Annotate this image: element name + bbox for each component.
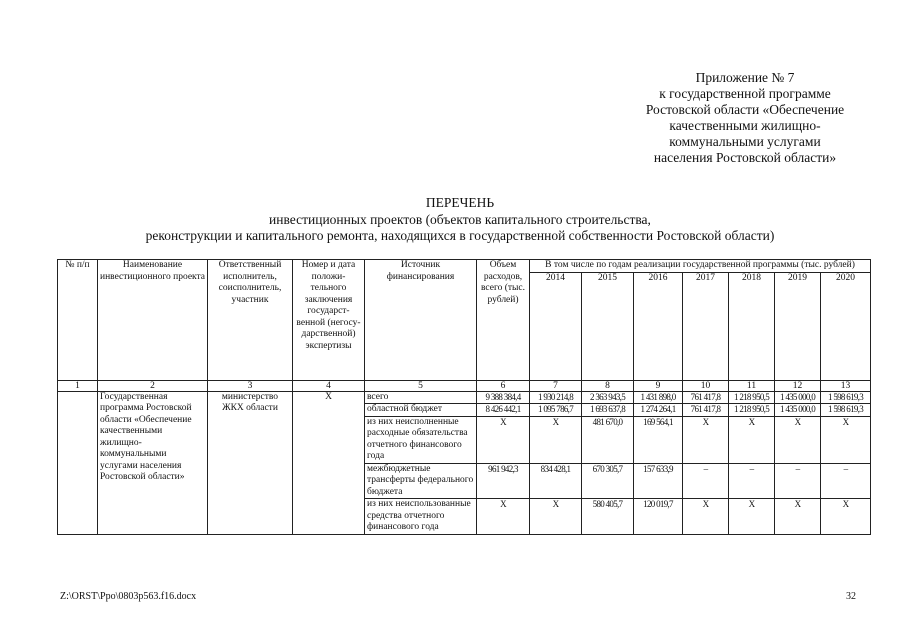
project-expertise: Х bbox=[293, 391, 365, 534]
value-cell: 1 930 214,8 bbox=[530, 391, 582, 404]
value-cell: – bbox=[821, 463, 871, 499]
appendix-line: населения Ростовской области» bbox=[653, 150, 837, 165]
value-cell: Х bbox=[530, 416, 582, 463]
value-cell: Х bbox=[477, 499, 530, 535]
title-line-2: реконструкции и капитального ремонта, находящихся в государственной собственности Ростовской области) bbox=[145, 228, 775, 243]
table-row bbox=[58, 391, 871, 404]
appendix-note bbox=[600, 70, 890, 166]
value-cell: 157 633,9 bbox=[634, 463, 683, 499]
value-cell: 1 218 950,5 bbox=[729, 391, 775, 404]
value-cell: 761 417,8 bbox=[683, 404, 729, 417]
value-cell: 120 019,7 bbox=[634, 499, 683, 535]
header-years-group: В том числе по годам реализации государственной программы (тыс. рублей) bbox=[530, 260, 871, 273]
header-num: № п/п bbox=[58, 260, 98, 381]
value-cell: 1 598 619,3 bbox=[821, 391, 871, 404]
column-number: 13 bbox=[821, 380, 871, 391]
value-cell: Х bbox=[821, 416, 871, 463]
header-year: 2017 bbox=[683, 272, 729, 380]
header-year: 2014 bbox=[530, 272, 582, 380]
investment-projects-table bbox=[57, 259, 871, 535]
column-number: 2 bbox=[98, 380, 208, 391]
value-cell: Х bbox=[821, 499, 871, 535]
source-cell: из них неиспользованные средства отчетного финансового года bbox=[365, 499, 477, 535]
header-year: 2018 bbox=[729, 272, 775, 380]
value-cell: 1 274 264,1 bbox=[634, 404, 683, 417]
page-number: 32 bbox=[846, 591, 856, 602]
value-cell: 9 388 384,4 bbox=[477, 391, 530, 404]
header-year: 2019 bbox=[775, 272, 821, 380]
value-cell: Х bbox=[683, 499, 729, 535]
value-cell: 1 435 000,0 bbox=[775, 404, 821, 417]
project-name: Государственная программа Ростовской области «Обеспечение качественными жилищно-коммунальными услугами населения Ростовской области» bbox=[98, 391, 208, 534]
header-project: Наименование инвестиционного проекта bbox=[98, 260, 208, 381]
value-cell: 1 095 786,7 bbox=[530, 404, 582, 417]
value-cell: 761 417,8 bbox=[683, 391, 729, 404]
value-cell: 1 435 000,0 bbox=[775, 391, 821, 404]
title-heading: ПЕРЕЧЕНЬ bbox=[425, 195, 495, 210]
title-line-1: инвестиционных проектов (объектов капитального строительства, bbox=[269, 211, 651, 227]
value-cell: – bbox=[683, 463, 729, 499]
appendix-line: Приложение № 7 bbox=[695, 70, 795, 85]
value-cell: 2 363 943,5 bbox=[582, 391, 634, 404]
value-cell: 961 942,3 bbox=[477, 463, 530, 499]
value-cell: 1 431 898,0 bbox=[634, 391, 683, 404]
value-cell: Х bbox=[775, 416, 821, 463]
value-cell: 169 564,1 bbox=[634, 416, 683, 463]
header-year: 2020 bbox=[821, 272, 871, 380]
column-number: 8 bbox=[582, 380, 634, 391]
source-cell: из них неисполненные расходные обязательства отчетного финансового года bbox=[365, 416, 477, 463]
column-number: 9 bbox=[634, 380, 683, 391]
value-cell: Х bbox=[775, 499, 821, 535]
appendix-line: коммунальными услугами bbox=[669, 134, 821, 149]
value-cell: 1 598 619,3 bbox=[821, 404, 871, 417]
header-year: 2015 bbox=[582, 272, 634, 380]
column-number: 1 bbox=[58, 380, 98, 391]
document-title bbox=[60, 195, 860, 245]
value-cell: Х bbox=[729, 416, 775, 463]
project-num bbox=[58, 391, 98, 534]
column-number: 7 bbox=[530, 380, 582, 391]
appendix-line: качественными жилищно- bbox=[669, 118, 821, 133]
header-executor: Ответственный исполнитель, соисполнитель, участник bbox=[208, 260, 293, 381]
value-cell: Х bbox=[683, 416, 729, 463]
appendix-line: к государственной программе bbox=[659, 86, 831, 101]
column-number: 12 bbox=[775, 380, 821, 391]
source-cell: всего bbox=[365, 391, 477, 404]
source-cell: областной бюджет bbox=[365, 404, 477, 417]
column-number: 4 bbox=[293, 380, 365, 391]
column-number: 3 bbox=[208, 380, 293, 391]
header-expertise: Номер и дата положи-тельного заключения государст-венной (негосу-дарственной) экспертизы bbox=[293, 260, 365, 381]
value-cell: 481 670,0 bbox=[582, 416, 634, 463]
value-cell: Х bbox=[530, 499, 582, 535]
value-cell: Х bbox=[729, 499, 775, 535]
file-path: Z:\ORST\Ppo\0803p563.f16.docx bbox=[60, 591, 197, 602]
column-number: 6 bbox=[477, 380, 530, 391]
project-executor: министерство ЖКХ области bbox=[208, 391, 293, 534]
value-cell: 670 305,7 bbox=[582, 463, 634, 499]
value-cell: – bbox=[775, 463, 821, 499]
value-cell: 580 405,7 bbox=[582, 499, 634, 535]
value-cell: – bbox=[729, 463, 775, 499]
header-source: Источник финансирования bbox=[365, 260, 477, 381]
value-cell: 8 426 442,1 bbox=[477, 404, 530, 417]
header-row bbox=[58, 260, 871, 273]
header-total: Объем расходов, всего (тыс. рублей) bbox=[477, 260, 530, 381]
column-number: 5 bbox=[365, 380, 477, 391]
value-cell: 1 693 637,8 bbox=[582, 404, 634, 417]
column-number: 11 bbox=[729, 380, 775, 391]
column-number: 10 bbox=[683, 380, 729, 391]
column-number-row bbox=[58, 380, 871, 391]
header-year: 2016 bbox=[634, 272, 683, 380]
appendix-line: Ростовской области «Обеспечение bbox=[645, 102, 845, 117]
value-cell: Х bbox=[477, 416, 530, 463]
value-cell: 1 218 950,5 bbox=[729, 404, 775, 417]
value-cell: 834 428,1 bbox=[530, 463, 582, 499]
source-cell: межбюджетные трансферты федерального бюджета bbox=[365, 463, 477, 499]
